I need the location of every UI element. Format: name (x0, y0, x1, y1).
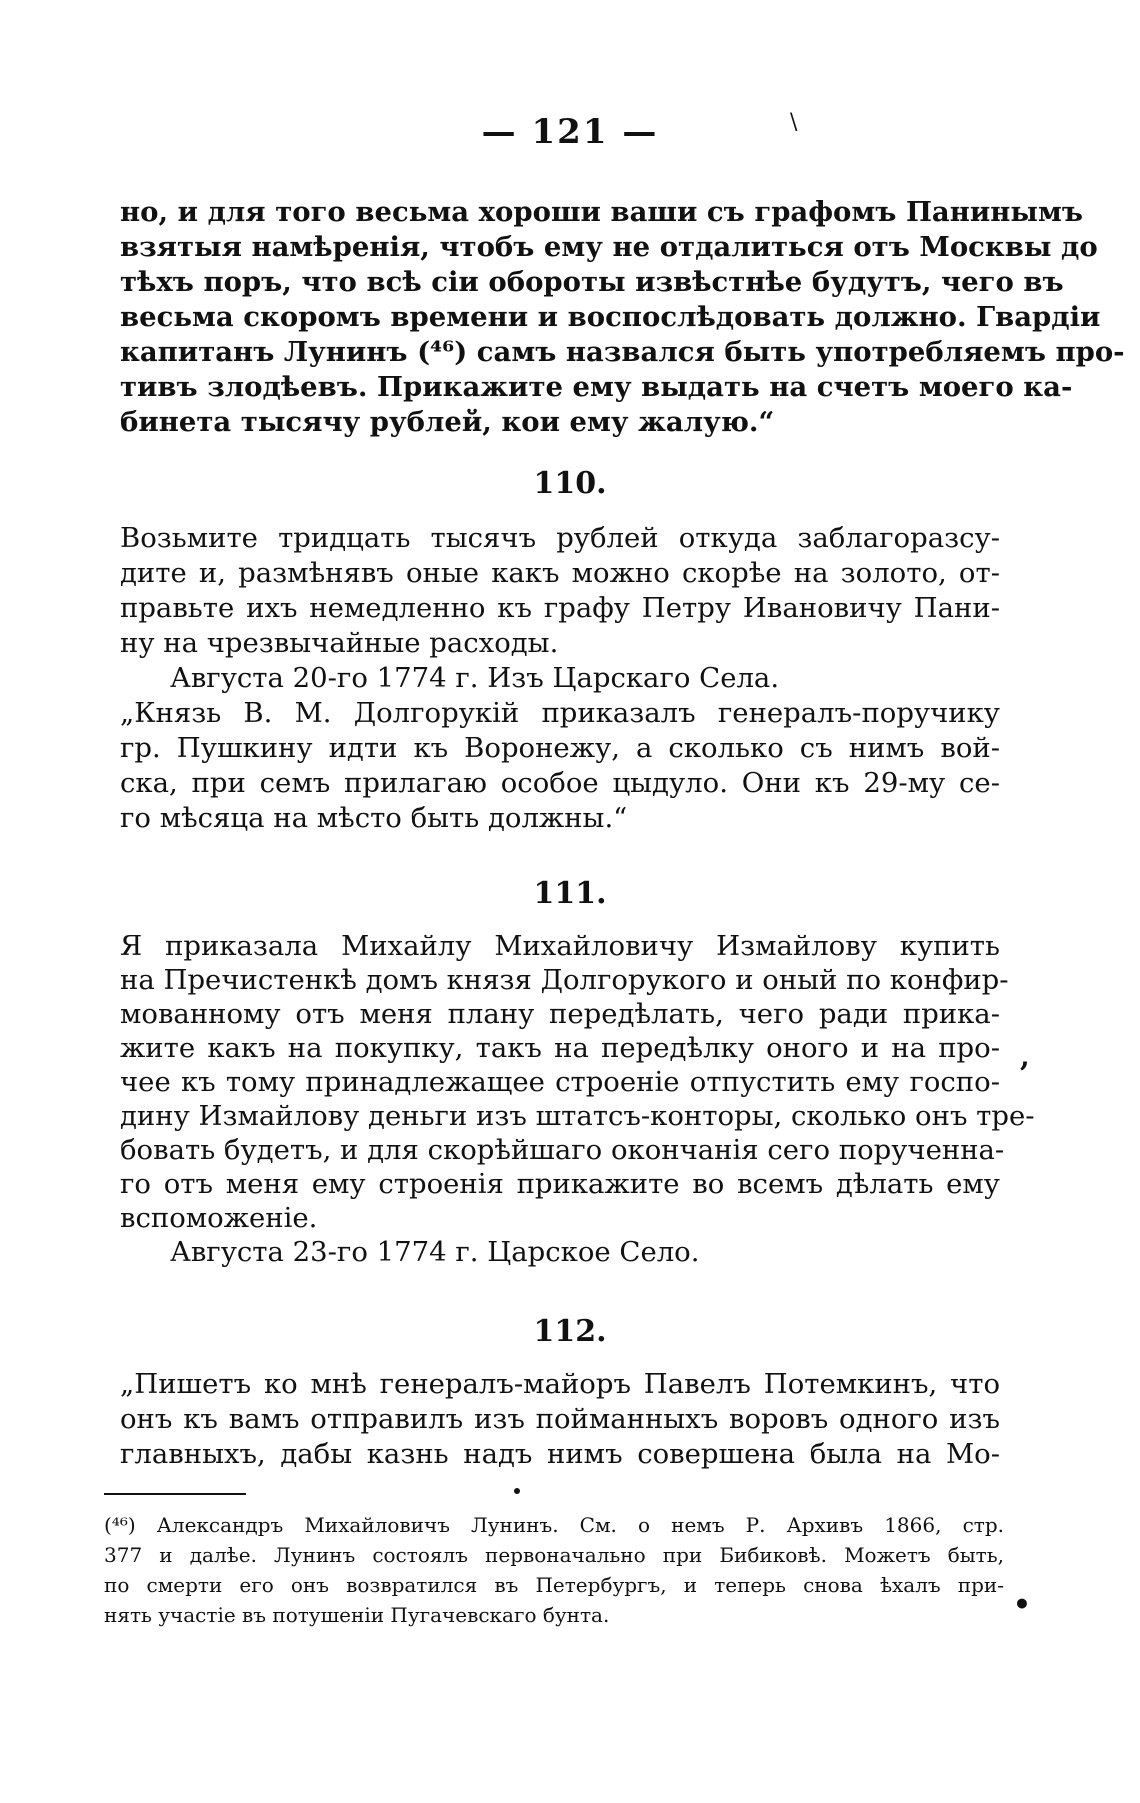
text-line: весьма скоромъ времени и воспослѣдовать должно. Гвардіи (120, 301, 1101, 333)
text-line: ну на чрезвычайные расходы. (120, 627, 559, 659)
text-line: на Пречистенкѣ домъ князя Долгорукого и оный по конфир- (120, 964, 1009, 996)
footnote-line: 377 и далѣе. Лунинъ состоялъ первоначально при Бибиковѣ. Можетъ быть, (104, 1543, 1004, 1567)
footnote-line: (⁴⁶) Александръ Михайловичъ Лунинъ. См. о немъ Р. Архивъ 1866, стр. (104, 1513, 1004, 1537)
margin-mark: • (1013, 1588, 1031, 1621)
margin-mark: , (1020, 1040, 1030, 1073)
ink-dot (514, 1488, 520, 1494)
text-line: чее къ тому принадлежащее строеніе отпустить ему госпо- (120, 1066, 1000, 1098)
text-line: „Князь В. М. Долгорукій приказалъ генералъ-поручику (120, 697, 1000, 729)
text-line: онъ къ вамъ отправилъ изъ пойманныхъ воровъ одного изъ (120, 1403, 1000, 1435)
text-line: вспоможеніе. (120, 1202, 318, 1234)
text-line: го отъ меня ему строенія прикажите во всемъ дѣлать ему (120, 1168, 1000, 1200)
text-line: дите и, размѣнявъ оные какъ можно скорѣе на золото, от- (120, 557, 1000, 589)
text-line: жите какъ на покупку, такъ на передѣлку оного и на про- (120, 1032, 1000, 1064)
footnote-line: по смерти его онъ возвратился въ Петербургъ, и теперь снова ѣхалъ при- (104, 1573, 1004, 1597)
text-line: взятыя намѣренія, чтобъ ему не отдалиться отъ Москвы до (120, 231, 1098, 263)
text-line: дину Измайлову деньги изъ штатсъ-конторы, сколько онъ тре- (120, 1100, 1035, 1132)
text-line: бовать будетъ, и для скорѣйшаго окончанія сего порученна- (120, 1134, 1005, 1166)
letter-number-110: 110. (533, 466, 607, 501)
text-line: тивъ злодѣевъ. Прикажите ему выдать на счетъ моего ка- (120, 371, 1073, 403)
text-line: мованному отъ меня плану передѣлать, чего ради прика- (120, 998, 1000, 1030)
text-line: „Пишетъ ко мнѣ генералъ-майоръ Павелъ Потемкинъ, что (120, 1368, 1000, 1400)
text-line: капитанъ Лунинъ (⁴⁶) самъ назвался быть употребляемъ про- (120, 336, 1125, 368)
text-line: ска, при семъ прилагаю особое цыдуло. Они къ 29-му се- (120, 767, 1000, 799)
text-line: Я приказала Михайлу Михайловичу Измайлову купить (120, 930, 1000, 962)
text-line: Возьмите тридцать тысячъ рублей откуда заблагоразсу- (120, 522, 1000, 554)
text-line: бинета тысячу рублей, кои ему жалую.“ (120, 406, 775, 438)
text-line: тѣхъ поръ, что всѣ сіи обороты извѣстнѣе будутъ, чего въ (120, 266, 1064, 298)
text-line: го мѣсяца на мѣсто быть должны.“ (120, 802, 628, 834)
page-number: — 121 — (481, 112, 659, 152)
letter-number-111: 111. (533, 876, 607, 911)
letter-number-112: 112. (533, 1314, 607, 1349)
footnote-line: нять участіе въ потушеніи Пугачевскаго бунта. (104, 1603, 610, 1627)
text-line: но, и для того весьма хороши ваши съ графомъ Панинымъ (120, 196, 1083, 228)
footnote-rule (104, 1493, 246, 1495)
text-line: правьте ихъ немедленно къ графу Петру Ивановичу Пани- (120, 592, 1000, 624)
text-line: гр. Пушкину идти къ Воронежу, а сколько съ нимъ вой- (120, 732, 1000, 764)
letter-110-date: Августа 20-го 1774 г. Изъ Царскаго Села. (170, 662, 780, 694)
margin-tick: \ (790, 110, 798, 135)
letter-111-date: Августа 23-го 1774 г. Царское Село. (170, 1236, 700, 1268)
text-line: главныхъ, дабы казнь надъ нимъ совершена была на Мо- (120, 1438, 1000, 1470)
